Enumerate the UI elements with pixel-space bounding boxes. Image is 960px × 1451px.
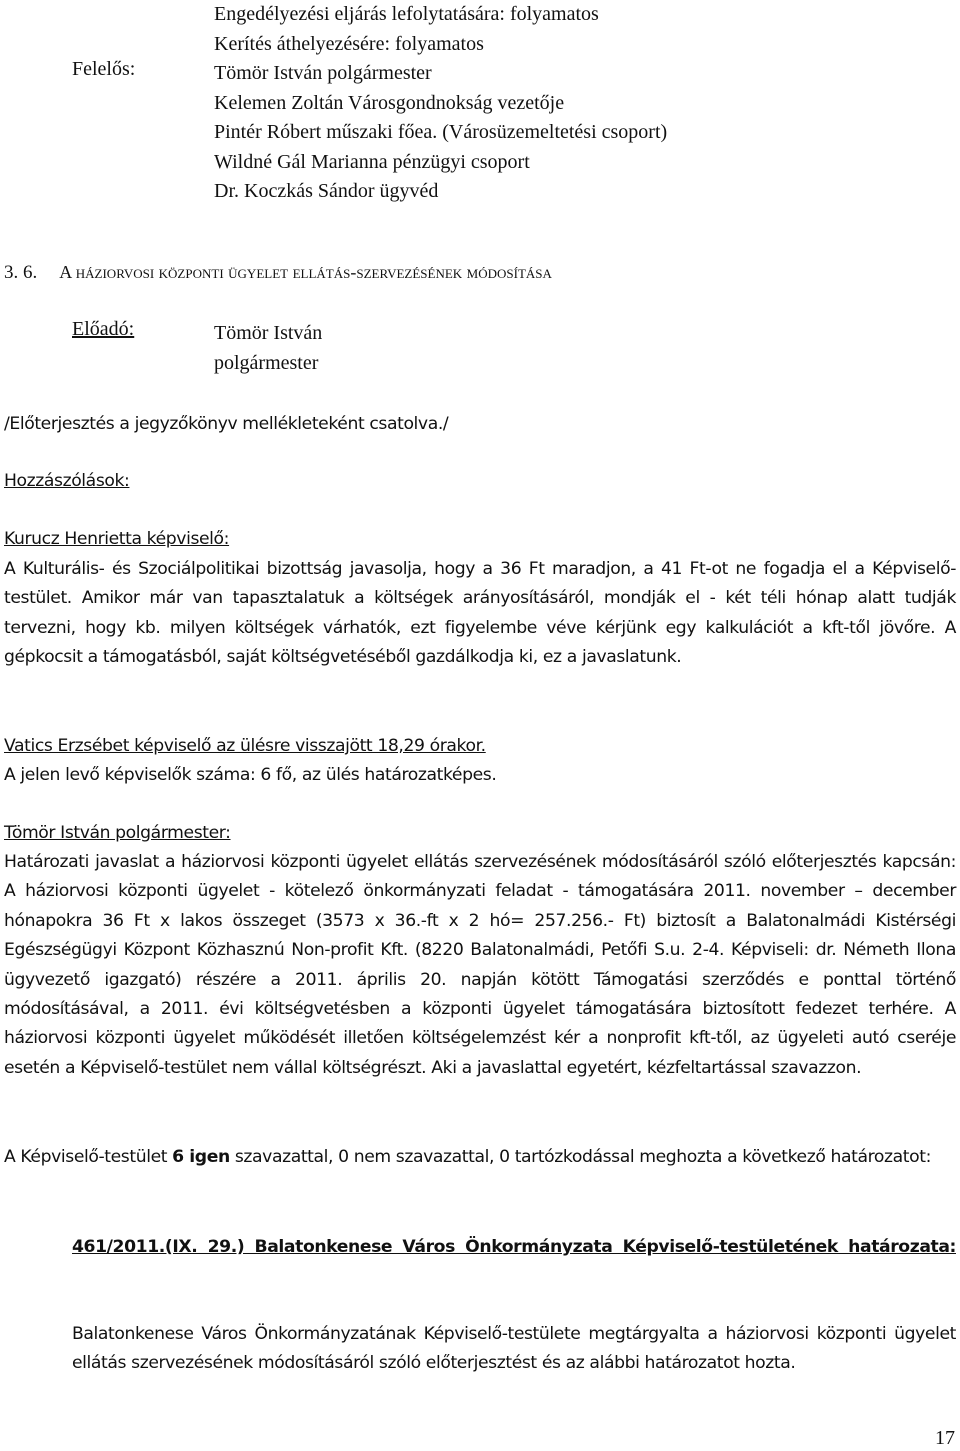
attachment-note: /Előterjesztés a jegyzőkönyv mellékleteként csatolva./: [4, 414, 449, 434]
felelos-list: [214, 0, 667, 207]
eloado-value: [214, 318, 322, 378]
speaker-kurucz: Kurucz Henrietta képviselő:: [4, 529, 230, 549]
vote-before: A Képviselő-testület: [4, 1147, 173, 1167]
speech-kurucz-text: A Kulturális- és Szociálpolitikai bizottság javasolja, hogy a 36 Ft maradjon, a 41 Ft-ot ne fogadja el a Képviselő-testület. Amikor már van tapasztalatuk a költségek arányosításáról, mondják el - két téli hónap alatt tudják tervezni, hogy kb. milyen költségek várhatók, ezt figyelembe véve kérjünk egy kalkulációt a kft-től jövőre. A gépkocsit a támogatásból, saját költségvetéséből gazdálkodja ki, ez a javaslatunk.: [4, 559, 956, 668]
arrival-note: Vatics Erzsébet képviselő az ülésre visszajött 18,29 órakor.: [4, 736, 486, 756]
page-number: 17: [935, 1427, 955, 1449]
felelos-line: Wildné Gál Marianna pénzügyi csoport: [214, 150, 530, 173]
felelos-line: Kelemen Zoltán Városgondnokság vezetője: [214, 91, 565, 114]
quorum-note: A jelen levő képviselők száma: 6 fő, az ülés határozatképes.: [4, 765, 497, 785]
felelos-line: Kerítés áthelyezésére: folyamatos: [214, 32, 484, 55]
eloado-label: Előadó:: [72, 318, 135, 340]
eloado-role: polgármester: [214, 352, 319, 374]
agenda-title: A háziorvosi központi ügyelet ellátás-szervezésének módosítása: [59, 262, 552, 282]
speaker-tomor: Tömör István polgármester:: [4, 823, 231, 843]
vote-result: [4, 1143, 956, 1172]
felelos-line: Tömör István polgármester: [214, 62, 432, 84]
agenda-heading: [4, 262, 552, 284]
agenda-number: 3. 6.: [4, 262, 38, 283]
vote-after: szavazattal, 0 nem szavazattal, 0 tartózkodással meghozta a következő határozatot:: [229, 1147, 931, 1167]
comments-label: Hozzászólások:: [4, 471, 130, 491]
resolution-body: Balatonkenese Város Önkormányzatának Képviselő-testülete megtárgyalta a háziorvosi központi ügyelet ellátás szervezésének módosításáról szóló előterjesztést és az alábbi határozatot hozta.: [72, 1324, 956, 1374]
felelos-line: Pintér Róbert műszaki főea. (Városüzemeltetési csoport): [214, 121, 668, 143]
felelos-line: Engedélyezési eljárás lefolytatására: folyamatos: [214, 3, 599, 25]
resolution-title: 461/2011.(IX. 29.) Balatonkenese Város Önkormányzata Képviselő-testületének határozata:: [72, 1237, 956, 1257]
vote-yes-count: 6 igen: [172, 1147, 230, 1167]
speech-tomor-text: Határozati javaslat a háziorvosi központi ügyelet ellátás szervezésének módosításáról szóló előterjesztés kapcsán: A háziorvosi központi ügyelet - kötelező önkormányzati feladat - támogatására 2011. november – december hónapokra 36 Ft x lakos összeget (3573 x 36.-ft x 2 hó= 257.256.- Ft) biztosít a Balatonalmádi Kistérségi Egészségügyi Központ Közhasznú Non-profit Kft. (8220 Balatonalmádi, Petőfi S.u. 2-4. Képviseli: dr. Németh Ilona ügyvezető igazgató) részére a 2011. április 20. napján kötött Támogatási szerződés e ponttal történő módosításával, a 2011. évi költségvetésben a központi ügyelet támogatására biztosított fedezet terhére. A háziorvosi központi ügyelet működését illetően költségelemzést kér a nonprofit kft-től, az ügyeleti autó cseréje esetén a Képviselő-testület nem vállal költségrészt. Aki a javaslattal egyetért, kézfeltartással szavazzon.: [4, 852, 956, 1078]
felelos-line: Dr. Koczkás Sándor ügyvéd: [214, 180, 439, 202]
eloado-name: Tömör István: [214, 322, 323, 344]
felelos-label: Felelős:: [72, 58, 136, 80]
